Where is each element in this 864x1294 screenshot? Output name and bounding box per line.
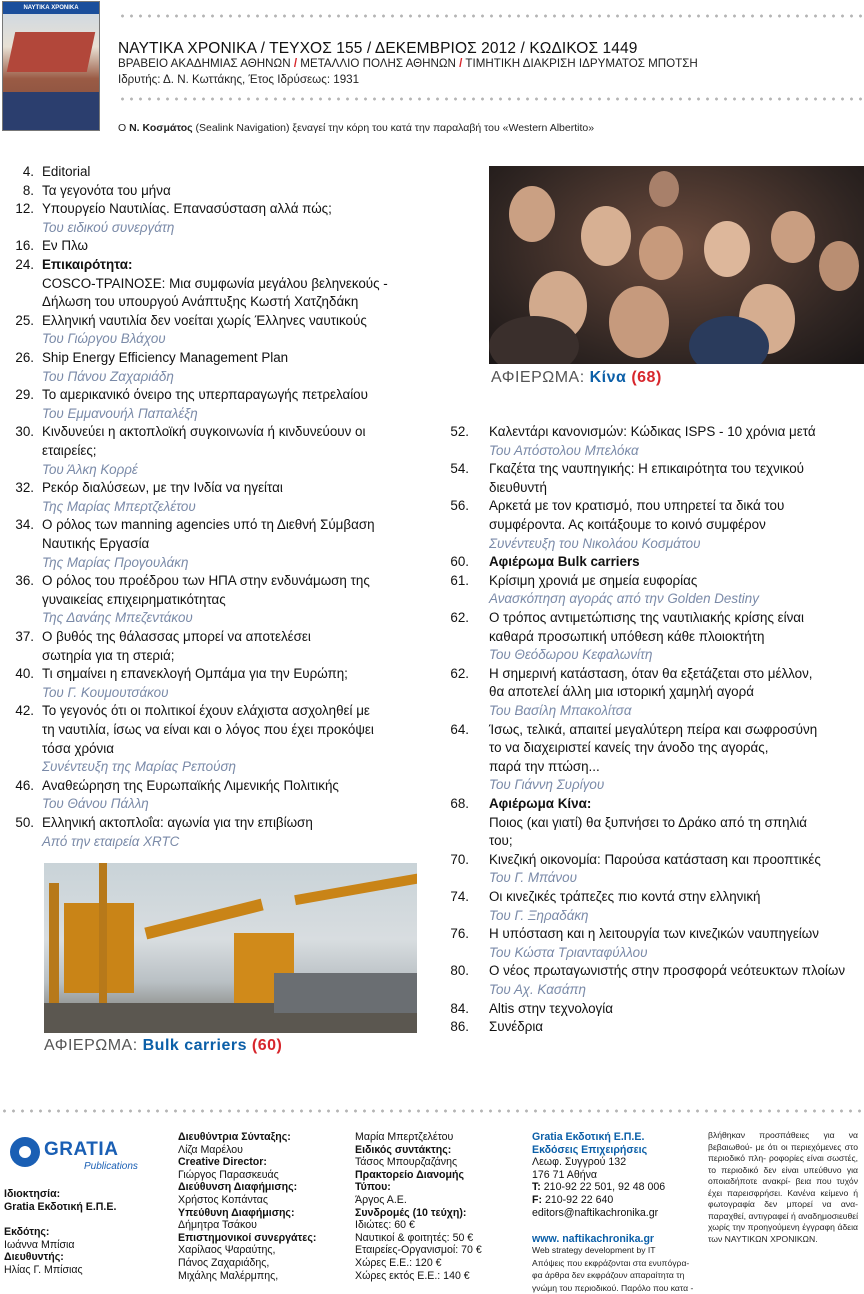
toc-page-number: 70. (450, 851, 469, 867)
toc-page-number: 80. (450, 963, 469, 979)
toc-entry-title[interactable]: Ο βυθός της θάλασσας μπορεί να αποτελέσει (42, 629, 311, 644)
toc-entry-author: Του Γιώργου Βλάχου (42, 331, 166, 347)
footer-value: Λίζα Μαρέλου (178, 1143, 243, 1156)
subscription-price: Χώρες εκτός Ε.Ε.: 140 € (355, 1269, 470, 1282)
toc-section-heading: Αφιέρωμα Κίνα: (489, 796, 592, 811)
toc-entry-title[interactable]: Τι σημαίνει η επανεκλογή Ομπάμα για την Ευρώπη; (42, 666, 348, 682)
bulk-carrier-port-photo (44, 863, 417, 1033)
subscription-price: Ιδιώτες: 60 € (355, 1219, 415, 1232)
toc-page-number: 40. (15, 666, 34, 682)
footer-label: Creative Director: (178, 1156, 267, 1169)
toc-page-number: 34. (15, 517, 34, 533)
toc-entry-author: Του Θάνου Πάλλη (42, 796, 149, 812)
footer-label: Συνδρομές (10 τεύχη): (355, 1206, 467, 1219)
toc-page-number: 46. (15, 777, 34, 793)
company-division: Εκδόσεις Επιχειρήσεις (532, 1143, 648, 1156)
cover-footer-band (3, 92, 99, 130)
issue-code: ΚΩΔΙΚΟΣ 1449 (529, 40, 638, 57)
toc-entry-author: Ανασκόπηση αγοράς από την Golden Destiny (489, 591, 759, 607)
toc-entry-author: Της Μαρίας Μπερτζελέτου (42, 498, 196, 514)
toc-page-number: 36. (15, 573, 34, 589)
toc-entry-title[interactable]: Ο τρόπος αντιμετώπισης της ναυτιλιακής κρίσης είναι (489, 610, 805, 625)
toc-page-number: 42. (15, 703, 34, 719)
disclaimer-text: βλήθηκαν προσπάθειες για να βεβαιωθού- με ότι οι περιεχόμενες στο περιοδικό πλη- ροφορίες είναι σωστές, το περιοδικό δεν είναι υπεύθυνο για οποιαδήποτε ανακρί- βεια που τυχόν έχει παρεισφρήσει. Κανένα κείμενο ή φωτογραφία δεν μπορεί να ανα- παραχθεί, αντιγραφεί ή αναδημοσιευθεί χωρίς την προηγούμενη έγγραφη άδεια των ΝΑΥΤΙΚΩΝ ΧΡΟΝΙΚΩΝ. (708, 1130, 858, 1244)
gratia-logo-icon (10, 1137, 40, 1167)
toc-entry-author: Από την εταιρεία XRTC (42, 833, 180, 849)
website-link[interactable]: www. naftikachronika.gr (532, 1233, 655, 1245)
toc-entry-title[interactable]: Ο νέος πρωταγωνιστής στην προσφορά νεότευκτων πλοίων (489, 963, 846, 979)
toc-entry-title[interactable]: Ο ρόλος του προέδρου των ΗΠΑ στην ενδυνάμωση της (42, 573, 370, 589)
toc-page-number: 16. (15, 238, 34, 254)
founder-line: Ιδρυτής: Δ. Ν. Κωττάκης, Έτος Ιδρύσεως: 1931 (118, 73, 360, 86)
toc-entry-title[interactable]: Υπουργείο Ναυτιλίας. Επανασύσταση αλλά πώς; (42, 201, 332, 217)
subscription-price: Εταιρείες-Οργανισμοί: 70 € (355, 1244, 482, 1257)
toc-entry-title[interactable]: Ελληνική ακτοπλοΐα: αγωνία για την επιβίωση (42, 815, 313, 830)
toc-entry-author: Συνέντευξη του Νικολάου Κοσμάτου (489, 535, 701, 551)
caption-bulk-page: (60) (251, 1037, 283, 1054)
footer-label: Διεύθυνση Διαφήμισης: (178, 1181, 298, 1194)
dotted-rule-top (118, 14, 862, 18)
gratia-logo: GRATIA Publications (8, 1137, 128, 1177)
toc-entry-title[interactable]: Ρεκόρ διαλύσεων, με την Ινδία να ηγείται (42, 480, 283, 496)
cover-caption-name: Ν. Κοσμάτος (129, 122, 193, 134)
toc-entry-title[interactable]: Ίσως, τελικά, απαιτεί μεγαλύτερη πείρα και σωφροσύνη (489, 721, 818, 737)
footer-label: Διευθύντρια Σύνταξης: (178, 1131, 291, 1143)
toc-entry-title[interactable]: παρά την πτώση... (489, 758, 600, 774)
toc-entry-title[interactable]: COSCO-ΤΡΑΙΝΟΣΕ: Μια συμφωνία μεγάλου βεληνεκούς - (42, 275, 388, 291)
web-strategy-credit: Web strategy development by IT Απόψεις που εκφράζονται στα ενυπόγρα- φα άρθρα δεν εκφράζουν απαραίτητα τη γνώμη του περιοδικού. Παρόλο που κατα - (532, 1245, 694, 1293)
toc-entry-title[interactable]: Το γεγονός ότι οι πολιτικοί έχουν ελάχιστα ασχοληθεί με (42, 703, 370, 719)
toc-entry-author: Του Γιάννη Συρίγου (489, 777, 605, 793)
toc-entry-author: Της Δανάης Μπεζεντάκου (42, 610, 193, 626)
toc-page-number: 64. (450, 721, 469, 737)
toc-page-number: 60. (450, 554, 469, 570)
toc-entry-title[interactable]: συμφέροντα. Ας κοιτάξουμε το κοινό συμφέρον (489, 517, 766, 532)
toc-page-number: 86. (450, 1019, 469, 1035)
awards-line: ΒΡΑΒΕΙΟ ΑΚΑΔΗΜΙΑΣ ΑΘΗΝΩΝ / ΜΕΤΑΛΛΙΟ ΠΟΛΗΣ ΑΘΗΝΩΝ / ΤΙΜΗΤΙΚΗ ΔΙΑΚΡΙΣΗ ΙΔΡΥΜΑΤΟΣ ΜΠΟΤΣΗ (118, 57, 698, 70)
toc-page-number: 37. (15, 629, 34, 644)
toc-entry-title[interactable]: Κινδυνεύει η ακτοπλοϊκή συγκοινωνία ή κινδυνεύουν οι (42, 424, 366, 440)
toc-page-number: 62. (450, 665, 469, 681)
toc-page-number: 25. (15, 312, 34, 328)
caption-bulk-topic: Bulk carriers (142, 1037, 247, 1054)
dotted-rule-bottom (118, 97, 862, 101)
footer-contact-column (532, 1131, 665, 1219)
toc-page-number: 52. (450, 424, 469, 439)
toc-entry-author: Του Θεόδωρου Κεφαλωνίτη (489, 647, 653, 663)
telephone: T: 210-92 22 501, 92 48 006 (532, 1181, 666, 1194)
toc-entry-title[interactable]: Ελληνική ναυτιλία δεν νοείται χωρίς Έλληνες ναυτικούς (42, 312, 367, 328)
toc-entry-title[interactable]: Κινεζική οικονομία: Παρούσα κατάσταση και προοπτικές (489, 851, 821, 867)
footer-label: Υπεύθυνη Διαφήμισης: (178, 1206, 295, 1219)
toc-page-number: 30. (15, 424, 34, 440)
footer-label: Τύπου: (355, 1181, 391, 1194)
footer-subscriptions-column (355, 1131, 482, 1282)
toc-section-heading: Επικαιρότητα: (42, 257, 133, 272)
magazine-name: ΝΑΥΤΙΚΑ ΧΡΟΝΙΚΑ (118, 40, 257, 57)
caption-china-page: (68) (631, 369, 662, 386)
toc-page-number: 26. (15, 350, 34, 365)
toc-entry-title[interactable]: καθαρά προσωπική υπόθεση κάθε πλοιοκτήτη (489, 628, 765, 644)
award-1: ΒΡΑΒΕΙΟ ΑΚΑΔΗΜΙΑΣ ΑΘΗΝΩΝ (118, 57, 291, 70)
footer-value: Χαρίλαος Ψαραύτης, (178, 1244, 276, 1257)
toc-page-number: 56. (450, 498, 469, 514)
toc-entry-author: Του Πάνου Ζαχαριάδη (42, 368, 174, 384)
toc-entry-author: Του Απόστολου Μπελόκα (489, 442, 639, 458)
toc-entry-author: Του Γ. Κουμουτσάκου (42, 684, 169, 700)
caption-china-topic: Κίνα (589, 369, 627, 386)
toc-entry-author: Του Γ. Ξηραδάκη (489, 907, 589, 923)
toc-entry-author: Του ειδικού συνεργάτη (42, 219, 175, 235)
cover-masthead: ΝΑΥΤΙΚΑ ΧΡΟΝΙΚΑ (3, 2, 99, 14)
issue-date: ΔΕΚΕΜΒΡΙΟΣ 2012 (374, 40, 517, 57)
toc-page-number: 12. (15, 201, 34, 217)
footer-value: Δήμητρα Τσάκου (178, 1219, 257, 1232)
toc-entry-title[interactable]: Altis στην τεχνολογία (489, 1000, 613, 1016)
toc-entry-title[interactable]: Τα γεγονότα του μήνα (42, 182, 171, 198)
toc-entry-author: Του Βασίλη Μπακολίτσα (489, 703, 632, 718)
address-line-2: 176 71 Αθήνα (532, 1168, 598, 1181)
toc-entry-author: Του Γ. Μπάνου (489, 870, 577, 886)
subscription-price: Χώρες Ε.Ε.: 120 € (355, 1256, 442, 1269)
footer-publisher: Εκδότης: Ιωάννα Μπίσια Διευθυντής: Ηλίας Γ. Μπίσιας (4, 1226, 83, 1276)
address-line-1: Λεωφ. Συγγρού 132 (532, 1156, 627, 1169)
toc-page-number: 62. (450, 610, 469, 625)
footer-value: Μιχάλης Μαλέρμπης, (178, 1269, 279, 1282)
toc-entry-title[interactable]: Καλεντάρι κανονισμών: Κώδικας ISPS - 10 χρόνια μετά (489, 424, 816, 439)
subscription-price: Ναυτικοί & φοιτητές: 50 € (355, 1231, 474, 1244)
footer-value: Πάνος Ζαχαριάδης, (178, 1256, 270, 1269)
toc-entry-title[interactable]: Η υπόσταση και η λειτουργία των κινεζικών ναυπηγείων (489, 926, 819, 942)
fax: F: 210-92 22 640 (532, 1193, 614, 1206)
toc-page-number: 29. (15, 387, 34, 403)
toc-entry-title[interactable]: Ο ρόλος των manning agencies υπό τη Διεθνή Σύμβαση (42, 517, 375, 533)
dotted-rule-footer (0, 1109, 864, 1113)
toc-entry-title[interactable]: Editorial (42, 164, 91, 179)
toc-page-number: 74. (450, 889, 469, 904)
toc-page-number: 4. (22, 164, 34, 179)
toc-entry-title[interactable]: Ποιος (και γιατί) θα ξυπνήσει το Δράκο από τη σπηλιά (489, 814, 808, 830)
award-3: ΤΙΜΗΤΙΚΗ ΔΙΑΚΡΙΣΗ ΙΔΡΥΜΑΤΟΣ ΜΠΟΤΣΗ (465, 57, 698, 70)
footer-staff-column (178, 1131, 316, 1282)
toc-entry-title[interactable]: Δήλωση του υπουργού Ανάπτυξης Κωστή Χατζηδάκη (42, 294, 359, 310)
toc-entry-title[interactable]: τόσα χρόνια (42, 740, 114, 756)
footer-value: Χρήστος Κοπάντας (178, 1193, 269, 1206)
footer-label: Πρακτορείο Διανομής (355, 1168, 464, 1181)
footer-value: Γιώργος Παρασκευάς (178, 1168, 279, 1181)
toc-entry-title[interactable]: Αναθεώρηση της Ευρωπαϊκής Λιμενικής Πολιτικής (42, 777, 339, 793)
toc-entry-title[interactable]: Το αμερικανικό όνειρο της υπερπαραγωγής πετρελαίου (42, 387, 368, 403)
toc-entry-title[interactable]: Αρκετά με τον κρατισμό, που υπηρετεί τα δικά του (489, 498, 785, 514)
caption-china: ΑΦΙΕΡΩΜΑ: Κίνα (68) (491, 369, 662, 386)
footer-label: Επιστημονικοί συνεργάτες: (178, 1231, 317, 1244)
toc-entry-title[interactable]: Γκαζέτα της ναυπηγικής: Η επικαιρότητα του τεχνικού (489, 461, 804, 477)
toc-entry-title[interactable]: σωτηρία για τη στεριά; (42, 647, 175, 663)
toc-entry-title[interactable]: εταιρείες; (42, 443, 97, 458)
toc-entry-title[interactable]: Κρίσιμη χρονιά με σημεία ευφορίας (489, 572, 698, 588)
toc-entry-title[interactable]: διευθυντή (489, 479, 547, 495)
footer-value: Τάσος Μπουρζαζάνης (355, 1156, 458, 1169)
masthead-title: ΝΑΥΤΙΚΑ ΧΡΟΝΙΚΑ / ΤΕΥΧΟΣ 155 / ΔΕΚΕΜΒΡΙΟΣ 2012 / ΚΩΔΙΚΟΣ 1449 (118, 40, 638, 57)
toc-page-number: 84. (450, 1000, 469, 1016)
toc-entry-title[interactable]: Η σημερινή κατάσταση, όταν θα εξετάζεται στο μέλλον, (489, 665, 813, 681)
cover-thumbnail (2, 1, 100, 131)
caption-bulk-carriers: ΑΦΙΕΡΩΜΑ: Bulk carriers (60) (44, 1037, 283, 1054)
toc-entry-title[interactable]: θα αποτελεί άλλη μια ιστορική χαμηλή αγορά (489, 684, 754, 700)
issue-number: ΤΕΥΧΟΣ 155 (269, 40, 363, 57)
company-name: Gratia Εκδοτική Ε.Π.Ε. (532, 1131, 645, 1143)
toc-entry-author: Της Μαρίας Προγουλάκη (42, 554, 189, 570)
award-2: ΜΕΤΑΛΛΙΟ ΠΟΛΗΣ ΑΘΗΝΩΝ (300, 57, 456, 70)
toc-entry-title[interactable]: Ship Energy Efficiency Management Plan (42, 350, 289, 365)
toc-page-number: 50. (15, 815, 34, 830)
footer-value: Άργος Α.Ε. (355, 1193, 407, 1206)
toc-entry-author: Του Κώστα Τριανταφύλλου (489, 944, 648, 960)
toc-entry-author: Του Αχ. Κασάπη (489, 982, 586, 997)
toc-entry-author: Συνέντευξη της Μαρίας Ρεπούση (42, 759, 236, 775)
toc-entry-title[interactable]: το να διαχειριστεί κανείς την άνοδο της αγοράς, (489, 740, 769, 756)
toc-entry-title[interactable]: του; (489, 833, 513, 849)
toc-section-heading: Αφιέρωμα Bulk carriers (489, 554, 640, 570)
cover-caption: Ο Ν. Κοσμάτος (Sealink Navigation) ξεναγεί την κόρη του κατά την παραλαβή του «Western Albertito» (118, 122, 595, 134)
toc-page-number: 76. (450, 926, 469, 942)
toc-entry-title[interactable]: Εν Πλω (42, 238, 88, 254)
toc-page-number: 8. (22, 182, 34, 198)
china-crowd-photo (489, 166, 864, 364)
toc-entry-title[interactable]: τη ναυτιλία, ίσως να είναι και ο λόγος που έχει προκόψει (42, 722, 374, 737)
cover-ship-shape (7, 32, 96, 72)
toc-page-number: 68. (450, 796, 469, 811)
toc-page-number: 24. (15, 257, 34, 272)
toc-page-number: 32. (15, 480, 34, 496)
footer-owner: Ιδιοκτησία: Gratia Εκδοτική Ε.Π.Ε. (4, 1188, 117, 1213)
toc-entry-title[interactable]: Συνέδρια (489, 1019, 544, 1035)
toc-page-number: 54. (450, 461, 469, 477)
toc-page-number: 61. (450, 572, 469, 588)
footer-value: Μαρία Μπερτζελέτου (355, 1131, 454, 1143)
toc-entry-title[interactable]: Οι κινεζικές τράπεζες πιο κοντά στην ελληνική (489, 889, 761, 904)
toc-entry-author: Του Άλκη Κορρέ (42, 461, 138, 477)
email-link[interactable]: editors@naftikachronika.gr (532, 1206, 659, 1219)
toc-entry-title[interactable]: Ναυτικής Εργασία (42, 536, 150, 551)
toc-entry-author: Του Εμμανουήλ Παπαλέξη (42, 405, 198, 421)
footer-label: Ειδικός συντάκτης: (355, 1143, 452, 1156)
toc-entry-title[interactable]: γυναικείας επιχειρηματικότητας (42, 591, 226, 607)
